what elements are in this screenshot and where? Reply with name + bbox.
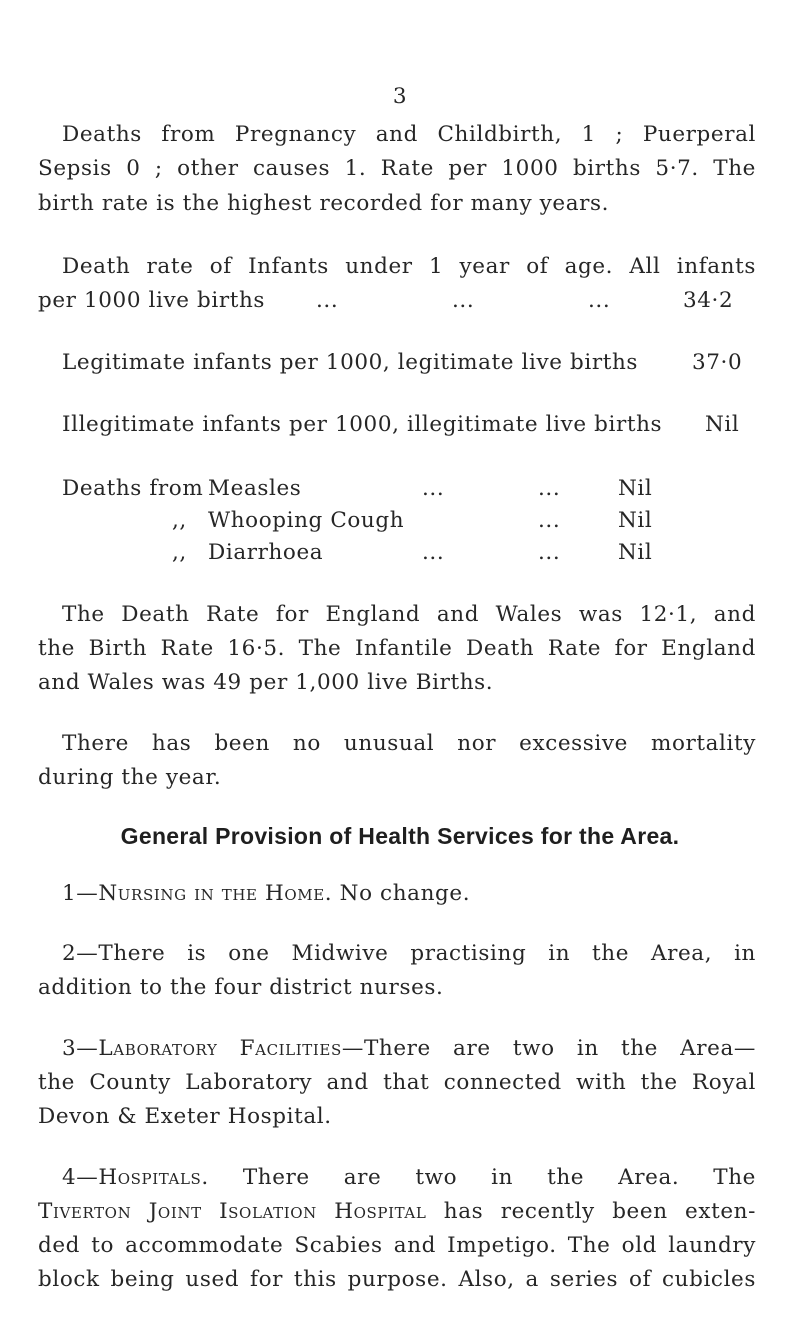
leader-dots: ... <box>538 540 561 565</box>
item-4-line-4: block being used for this purpose. Also, a series of cubicles <box>38 1267 756 1292</box>
paragraph-maternal-deaths-line-2: Sepsis 0 ; other causes 1. Rate per 1000 births 5·7. The <box>38 156 756 181</box>
item-4-number: 4 <box>62 1165 77 1190</box>
item-4-line-3: ded to accommodate Scabies and Impetigo. The old laundry <box>38 1233 756 1258</box>
item-1-title: Nursing in the Home. <box>98 881 333 906</box>
item-3-number: 3 <box>62 1036 77 1061</box>
item-4-line-1 <box>62 1165 756 1190</box>
item-1-text: No change. <box>332 881 471 906</box>
item-4-line-2-text: has recently been exten- <box>426 1199 756 1224</box>
infant-death-rate-value: 34·2 <box>683 288 734 313</box>
leader-dots: ... <box>422 476 445 501</box>
leader-dots: ... <box>452 288 475 313</box>
section-heading: General Provision of Health Services for the Area. <box>120 823 680 849</box>
item-4-line-2 <box>38 1199 756 1224</box>
national-rates-line-3: and Wales was 49 per 1,000 live Births. <box>38 670 494 695</box>
legitimate-infants-value: 37·0 <box>692 350 743 375</box>
hospital-name: Tiverton Joint Isolation Hospital <box>38 1199 427 1224</box>
ditto-mark: ,, <box>172 508 187 533</box>
legitimate-infants-label: Legitimate infants per 1000, legitimate live births <box>62 350 639 375</box>
mortality-line-2: during the year. <box>38 765 222 790</box>
measles-value: Nil <box>618 476 653 501</box>
item-2-line-1: 2—There is one Midwive practising in the Area, in <box>62 941 756 966</box>
national-rates-line-2: the Birth Rate 16·5. The Infantile Death Rate for England <box>38 636 756 661</box>
cause-diarrhoea: Diarrhoea <box>208 540 324 565</box>
infant-death-rate-label: per 1000 live births <box>38 288 266 313</box>
infant-death-rate-line-1: Death rate of Infants under 1 year of age. All infants <box>62 254 756 279</box>
whooping-cough-value: Nil <box>618 508 653 533</box>
item-4-dash: — <box>76 1165 99 1190</box>
leader-dots: ... <box>588 288 611 313</box>
mortality-line-1: There has been no unusual nor excessive mortality <box>62 731 756 756</box>
illegitimate-infants-value: Nil <box>705 412 740 437</box>
paragraph-maternal-deaths-line-3: birth rate is the highest recorded for many years. <box>38 191 610 216</box>
item-2-line-2: addition to the four district nurses. <box>38 975 444 1000</box>
item-1-dash: — <box>76 881 99 906</box>
paragraph-maternal-deaths-line-1: Deaths from Pregnancy and Childbirth, 1 ; Puerperal <box>62 122 756 147</box>
item-3-title: Laboratory Facilities <box>98 1036 342 1061</box>
ditto-mark: ,, <box>172 540 187 565</box>
item-4-text: There are two in the Area. The <box>242 1165 757 1190</box>
illegitimate-infants-label: Illegitimate infants per 1000, illegitimate live births <box>62 412 663 437</box>
diarrhoea-value: Nil <box>618 540 653 565</box>
leader-dots: ... <box>316 288 339 313</box>
national-rates-line-1: The Death Rate for England and Wales was 12·1, and <box>62 602 756 627</box>
item-1-number: 1 <box>62 881 77 906</box>
item-1 <box>62 881 470 906</box>
item-3-line-1 <box>62 1036 756 1061</box>
cause-whooping-cough: Whooping Cough <box>208 508 405 533</box>
leader-dots: ... <box>422 540 445 565</box>
item-3-line-3: Devon & Exeter Hospital. <box>38 1104 332 1129</box>
page-number: 3 <box>392 84 408 109</box>
leader-dots: ... <box>538 508 561 533</box>
leader-dots: ... <box>538 476 561 501</box>
cause-measles: Measles <box>208 476 302 501</box>
item-3-line-2: the County Laboratory and that connected with the Royal <box>38 1070 756 1095</box>
item-3-dash: — <box>76 1036 99 1061</box>
deaths-from-label: Deaths from <box>62 476 204 501</box>
item-3-text: —There are two in the Area— <box>341 1036 757 1061</box>
item-4-title: Hospitals. <box>98 1165 209 1190</box>
